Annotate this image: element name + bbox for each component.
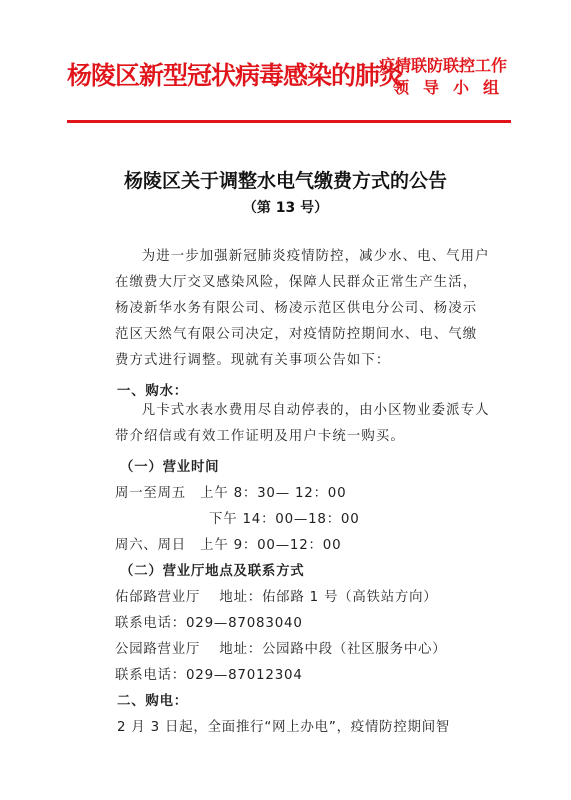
letterhead-main: 杨陵区新型冠状病毒感染的肺炎 <box>67 61 404 90</box>
section-electricity-heading: 二、购电： <box>117 694 188 709</box>
section-water-heading: 一、购水： <box>117 384 188 399</box>
hours-weekday-am: 周一至周五 上午 8：30— 12：00 <box>115 486 347 501</box>
letterhead <box>67 52 514 114</box>
hall-gongyuan-address: 公园路营业厅 地址：公园路中段（社区服务中心） <box>115 642 447 657</box>
section-electricity-text: 2 月 3 日起，全面推行“网上办电”，疫情防控期间智 <box>117 720 451 735</box>
notice-number: （第 13 号） <box>242 200 329 216</box>
letterhead-side <box>379 55 514 99</box>
letterhead-side-line1: 疫情联防联控工作 <box>379 56 508 75</box>
hall-youtai-phone: 联系电话：029—87083040 <box>115 616 303 631</box>
hours-weekday-pm: 下午 14：00—18：00 <box>209 512 360 527</box>
hall-youtai-address: 佑邰路营业厅 地址：佑邰路 1 号（高铁站方向） <box>115 590 438 605</box>
locations-heading: （二）营业厅地点及联系方式 <box>120 564 305 579</box>
business-hours-heading: （一）营业时间 <box>120 460 220 475</box>
intro-paragraph: 为进一步加强新冠肺炎疫情防控，减少水、电、气用户在缴费大厅交叉感染风险，保障人民群众正常生产生活，杨凌新华水务有限公司、杨凌示范区供电分公司、杨凌示范区天然气有限公司决定，对疫情防控期间水、电、气缴费方式进行调整。现就有关事项公告如下： <box>115 249 490 368</box>
hall-gongyuan-phone: 联系电话：029—87012304 <box>115 668 303 683</box>
section-water-text: 凡卡式水表水费用尽自动停表的，由小区物业委派专人带介绍信或有效工作证明及用户卡统一购买。 <box>115 403 490 444</box>
red-divider <box>67 120 511 123</box>
letterhead-side-line2: 领导小组 <box>393 78 514 97</box>
notice-title: 杨陵区关于调整水电气缴费方式的公告 <box>123 170 447 192</box>
hours-weekend: 周六、周日 上午 9：00—12：00 <box>115 538 342 553</box>
